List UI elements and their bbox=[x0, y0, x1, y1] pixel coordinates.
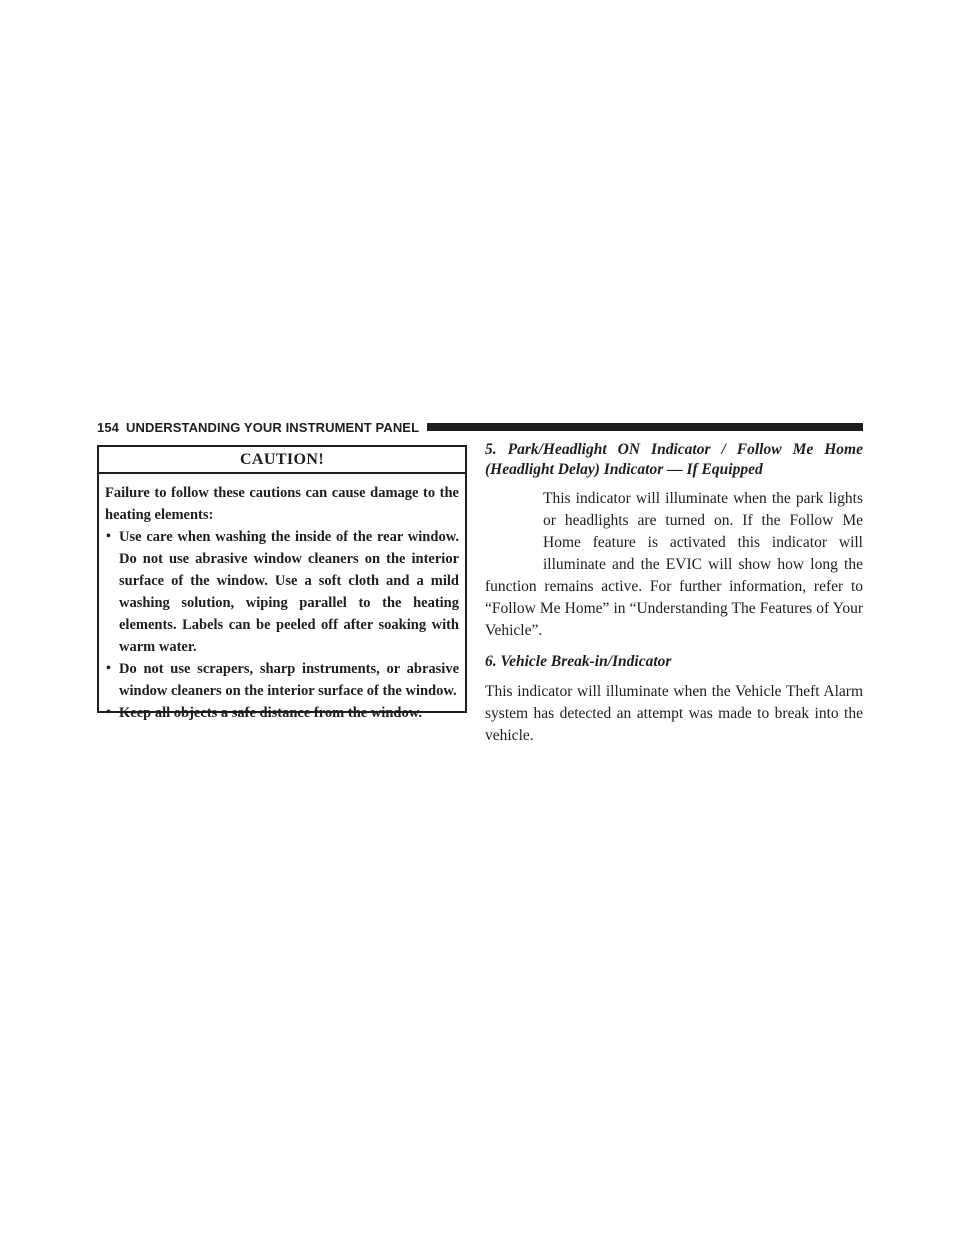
section-title: UNDERSTANDING YOUR INSTRUMENT PANEL bbox=[126, 419, 420, 435]
caution-bullet-text: Do not use scrapers, sharp instruments, or abrasive window cleaners on the interior surface of the window. bbox=[119, 661, 459, 699]
section-5-body: This indicator will illuminate when the park lights or headlights are turned on. If the Follow Me Home feature is activated this indicator will illuminate and the EVIC will show how long the function remains active. For further information, refer to “Follow Me Home” in “Understanding The Features of Your Vehicle”. bbox=[485, 490, 863, 639]
headlight-indicator-icon bbox=[485, 488, 539, 572]
bullet-icon: • bbox=[106, 529, 111, 544]
section-6-body: This indicator will illuminate when the Vehicle Theft Alarm system has detected an attempt was made to break into the vehicle. bbox=[485, 683, 863, 744]
page-number: 154 bbox=[97, 419, 119, 435]
right-column bbox=[485, 440, 863, 747]
caution-bullet bbox=[105, 658, 459, 702]
caution-box bbox=[97, 445, 467, 721]
bullet-icon: • bbox=[106, 661, 111, 676]
caution-bullet bbox=[105, 702, 459, 724]
caution-body bbox=[99, 474, 465, 724]
bullet-icon: • bbox=[106, 705, 111, 720]
caution-intro: Failure to follow these cautions can cause damage to the heating elements: bbox=[105, 485, 459, 523]
header-rule bbox=[427, 423, 863, 431]
caution-title: CAUTION! bbox=[99, 447, 465, 474]
section-5-heading: 5. Park/Headlight ON Indicator / Follow Me Home (Headlight Delay) Indicator — If Equipped bbox=[485, 441, 863, 478]
caution-bullet bbox=[105, 526, 459, 658]
caution-bullet-text: Use care when washing the inside of the rear window. Do not use abrasive window cleaners on the interior surface of the window. Use a soft cloth and a mild washing solution, wiping parallel to the heating elements. Labels can be peeled off after soaking with warm water. bbox=[119, 529, 459, 655]
section-5-block bbox=[485, 488, 863, 642]
page-header bbox=[97, 419, 863, 435]
caution-bullet-text: Keep all objects a safe distance from the window. bbox=[119, 705, 422, 721]
section-6-heading: 6. Vehicle Break-in/Indicator bbox=[485, 653, 672, 670]
